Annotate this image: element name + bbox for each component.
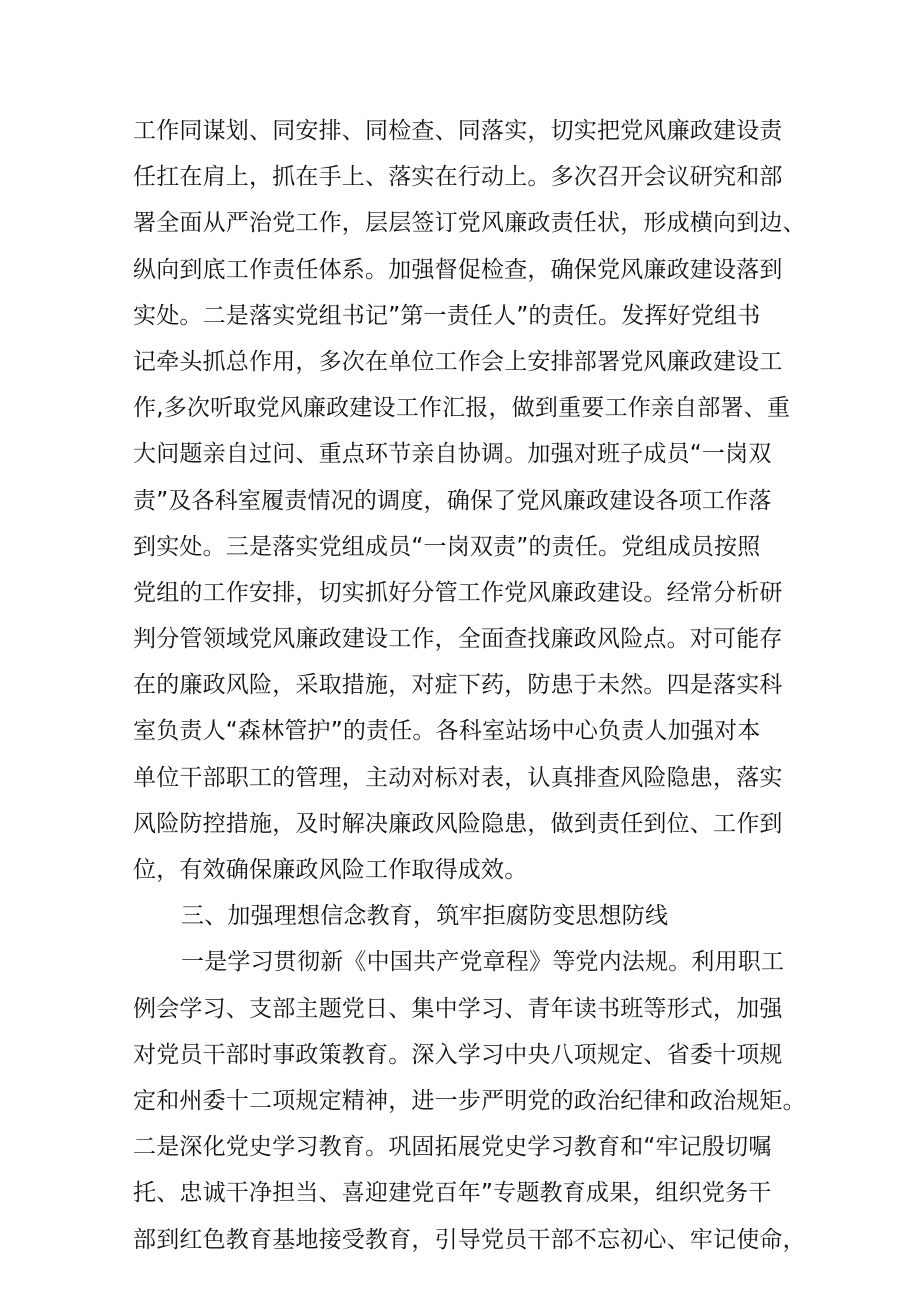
paragraph-line: 室负责人“森林管护”的责任。各科室站场中心负责人加强对本 — [133, 718, 761, 745]
paragraph-line: 工作同谋划、同安排、同检查、同落实，切实把党风廉政建设责 — [133, 118, 783, 144]
paragraph-line: 党组的工作安排，切实抓好分管工作党风廉政建设。经常分析研 — [133, 579, 783, 606]
paragraph-line: 判分管领域党风廉政建设工作，全面查找廉政风险点。对可能存 — [133, 626, 783, 653]
paragraph-line: 到实处。三是落实党组成员“一岗双责”的责任。党组成员按照 — [133, 533, 761, 560]
section-paragraph-line: 例会学习、支部主题党日、集中学习、青年读书班等形式，加强 — [133, 995, 783, 1022]
paragraph-line: 任扛在肩上，抓在手上、落实在行动上。多次召开会议研究和部 — [133, 164, 783, 191]
paragraph-line: 记牵头抓总作用，多次在单位工作会上安排部署党风廉政建设工 — [133, 348, 783, 375]
paragraph-line: 实处。二是落实党组书记”第一责任人”的责任。发挥好党组书 — [133, 302, 761, 329]
paragraph-line: 在的廉政风险，采取措施，对症下药，防患于未然。四是落实科 — [133, 672, 783, 699]
section-paragraph-line: 托、忠诚干净担当、喜迎建党百年”专题教育成果，组织党务干 — [133, 1180, 772, 1207]
document-body — [133, 108, 806, 1263]
paragraph-line: 纵向到底工作责任体系。加强督促检查，确保党风廉政建设落到 — [133, 256, 783, 283]
section-paragraph-line: 二是深化党史学习教育。巩固拓展党史学习教育和“牢记殷切嘱 — [133, 1134, 772, 1161]
paragraph-line: 作,多次听取党风廉政建设工作汇报，做到重要工作亲自部署、重 — [133, 395, 791, 422]
paragraph-line: 位，有效确保廉政风险工作取得成效。 — [133, 857, 528, 883]
paragraph-line: 署全面从严治党工作，层层签订党风廉政责任状，形成横向到边、 — [133, 210, 806, 237]
paragraph-line: 单位干部职工的管理，主动对标对表，认真排查风险隐患，落实 — [133, 764, 783, 791]
paragraph-line: 大问题亲自过问、重点环节亲自协调。加强对班子成员“一岗双 — [133, 441, 772, 468]
section-heading: 三、加强理想信念教育，筑牢拒腐防变思想防线 — [181, 903, 669, 930]
paragraph-line: 责”及各科室履责情况的调度，确保了党风廉政建设各项工作落 — [133, 487, 772, 514]
section-paragraph-line: 一是学习贯彻新《中国共产党章程》等党内法规。利用职工 — [181, 949, 785, 976]
section-paragraph-line: 部到红色教育基地接受教育，引导党员干部不忘初心、牢记使命， — [133, 1226, 806, 1253]
section-paragraph-line: 对党员干部时事政策教育。深入学习中央八项规定、省委十项规 — [133, 1041, 783, 1068]
paragraph-line: 风险防控措施，及时解决廉政风险隐患，做到责任到位、工作到 — [133, 810, 783, 837]
section-paragraph-line: 定和州委十二项规定精神，进一步严明党的政治纪律和政治规矩。 — [133, 1087, 806, 1114]
